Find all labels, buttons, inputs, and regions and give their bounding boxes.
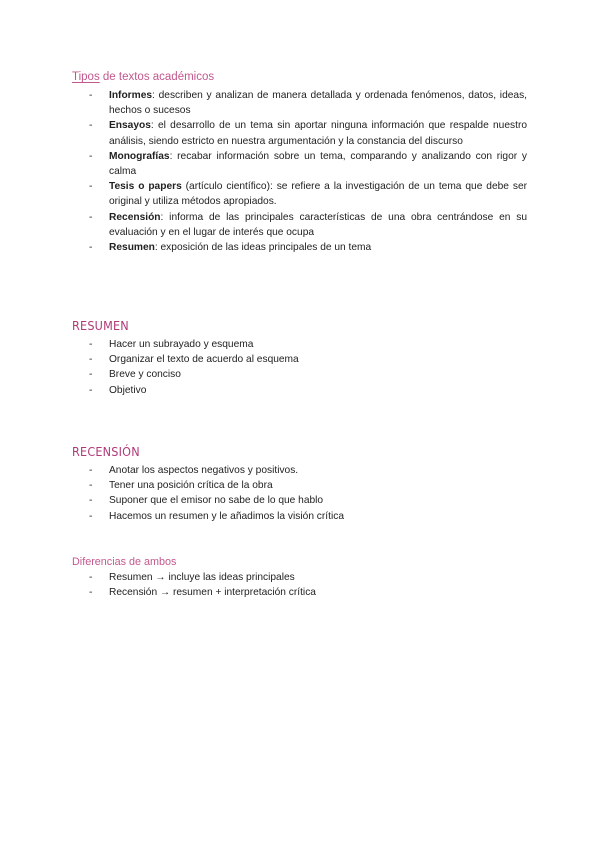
desc-ensayos: : el desarrollo de un tema sin aportar ninguna información que respalde nuestro análisis, siendo estricto en nuestra argumentación y la constancia del discurso [109,120,527,147]
desc-tesis: (artículo científico): se refiere a la investigación de un tema que debe ser original y utiliza métodos apropiados. [109,181,527,208]
desc-resumen: : exposición de las ideas principales de un tema [154,242,372,254]
list-item-resumen [89,240,527,255]
dash-bullet: - [89,465,93,476]
list-item-text: Hacer un subrayado y esquema [109,339,254,350]
dash-bullet: - [89,587,93,599]
dash-bullet: - [89,181,93,193]
dash-bullet: - [89,495,93,507]
dash-bullet: - [89,150,93,162]
dash-bullet: - [89,572,93,583]
term-resumen: Resumen [109,242,155,254]
term-recension: Recensión [109,211,161,223]
list-item-recension [89,210,527,240]
list-item-text: Organizar el texto de acuerdo al esquema [109,354,299,366]
list-item-text: Objetivo [109,384,147,396]
list-item-text: Anotar los aspectos negativos y positivos. [109,465,299,476]
list-item-text: Tener una posición crítica de la obra [109,480,273,492]
dash-bullet: - [89,510,93,522]
list-item-ensayos [89,118,527,148]
list-item-text: Hacemos un resumen y le añadimos la visión crítica [109,510,344,522]
term-informes: Informes [109,90,153,101]
desc-monografias: : recabar información sobre un tema, comparando y analizando con rigor y calma [109,150,527,178]
list-item-text: Resumen → incluye las ideas principales [109,572,295,583]
diferencias-list [89,570,527,600]
recension-list [89,463,527,524]
diferencias-heading: Diferencias de ambos [72,556,177,568]
tipos-heading [72,71,214,83]
dash-bullet: - [89,369,93,381]
dash-bullet: - [89,480,93,492]
list-item [89,493,527,508]
dash-bullet: - [89,90,93,101]
tipos-heading-underlined: Tipos [72,71,100,83]
list-item [89,352,527,367]
list-item-tesis [89,179,527,209]
list-item-monografias [89,149,527,179]
term-tesis: Tesis o papers [109,181,182,193]
desc-informes: : describen y analizan de manera detallada y ordenada fenómenos, datos, ideas, hechos o sucesos [109,90,527,117]
dash-bullet: - [89,242,93,254]
list-item [89,337,527,352]
list-item [89,367,527,382]
list-item [89,463,527,478]
list-item-text: Breve y conciso [109,369,181,381]
list-item [89,585,527,600]
list-item-text: Recensión → resumen + interpretación crítica [109,587,316,599]
list-item-informes [89,88,527,118]
list-item [89,383,527,398]
list-item-text: Suponer que el emisor no sabe de lo que hablo [109,495,324,507]
term-ensayos: Ensayos [109,120,151,132]
desc-recension: : informa de las principales características de una obra centrándose en su evaluación y en el lugar de interés que ocupa [109,211,527,238]
resumen-heading: RESUMEN [72,318,129,333]
dash-bullet: - [89,211,93,223]
dash-bullet: - [89,354,93,366]
list-item [89,509,527,524]
dash-bullet: - [89,120,93,132]
tipos-list [89,88,527,255]
list-item [89,570,527,585]
tipos-heading-rest: de textos académicos [99,71,215,83]
resumen-list [89,337,527,398]
term-monografias: Monografías [109,150,170,162]
recension-heading: RECENSIÓN [72,444,140,459]
list-item [89,478,527,493]
dash-bullet: - [89,384,93,396]
dash-bullet: - [89,339,93,350]
